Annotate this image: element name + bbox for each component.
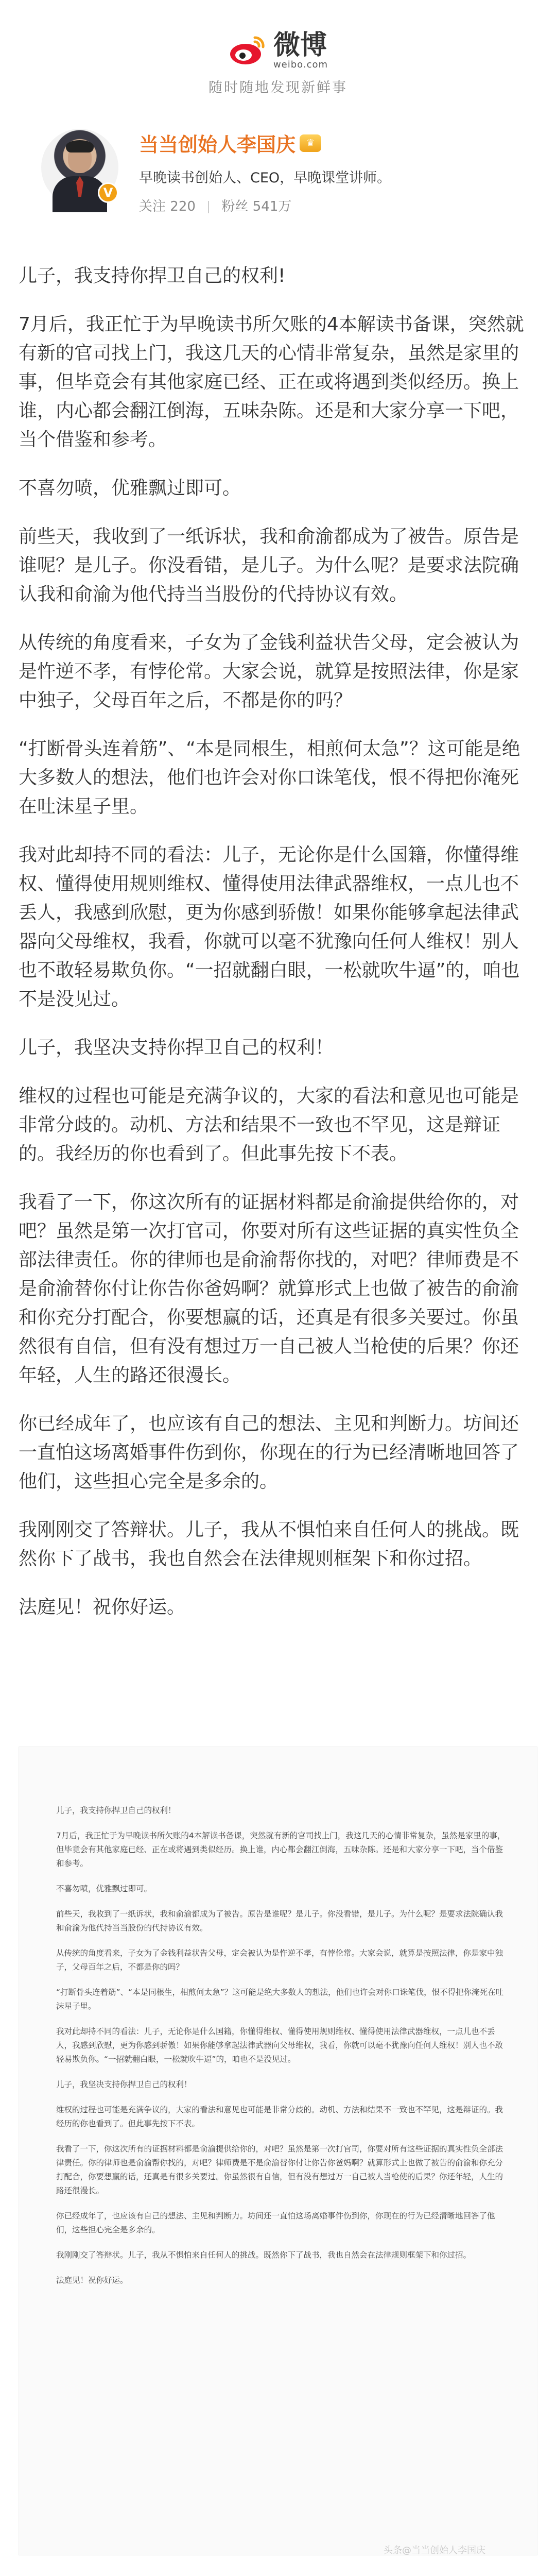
letter-paragraph: 你已经成年了，也应该有自己的想法、主见和判断力。坊间还一直怕这场离婚事件伤到你，你现在的行为已经清晰地回答了他们，这些担心完全是多余的。 [56,2211,495,2234]
post-paragraph: 我刚刚交了答辩状。儿子，我从不惧怕来自任何人的挑战。既然你下了战书，我也自然会在法律规则框架下和你过招。 [19,1519,519,1569]
user-stats [139,196,391,215]
weibo-logo[interactable] [228,31,328,70]
letter-paragraph: 从传统的角度看来，子女为了金钱利益状告父母，定会被认为是忤逆不孝，有悖伦常。大家会说，就算是按照法律，你是家中独子，父母百年之后，不都是你的吗？ [56,1948,503,1972]
post-paragraph: 不喜勿喷，优雅飘过即可。 [19,478,241,499]
post-paragraph: 儿子，我支持你捍卫自己的权利! [19,265,286,286]
brand-domain: weibo.com [273,59,328,70]
post-paragraph: 法庭见！祝你好运。 [19,1597,186,1618]
letter-paragraph: 7月后，我正忙于为早晚读书所欠账的4本解读书备课，突然就有新的官司找上门，我这几天的心情非常复杂，虽然是家里的事，但毕竟会有其他家庭已经、正在或将遇到类似经历。换上谁，内心都会翻江倒海，五味杂陈。还是和大家分享一下吧，当个借鉴和参考。 [56,1831,506,1868]
post-paragraph: 儿子，我坚决支持你捍卫自己的权利！ [19,1037,334,1058]
follow-count: 220 [170,199,196,214]
post-paragraph: 从传统的角度看来，子女为了金钱利益状告父母，定会被认为是忤逆不孝，有悖伦常。大家会说，就算是按照法律，你是家中独子，父母百年之后，不都是你的吗？ [19,632,519,711]
user-bio: 早晚读书创始人、CEO，早晚课堂讲师。 [139,170,391,186]
letter-paragraph: 维权的过程也可能是充满争议的，大家的看法和意见也可能是非常分歧的。动机、方法和结果不一致也不罕见，这是辩证的。我经历的你也看到了。但此事先按下不表。 [56,2105,503,2128]
follow-label: 关注 [139,199,166,214]
letter-paragraph: 法庭见！祝你好运。 [56,2276,128,2285]
letter-paragraph: 不喜勿喷，优雅飘过即可。 [56,1884,152,1893]
author-profile [41,129,391,215]
post-paragraph: 维权的过程也可能是充满争议的，大家的看法和意见也可能是非常分歧的。动机、方法和结果不一致也不罕见，这是辩证的。我经历的你也看到了。但此事先按下不表。 [19,1086,519,1164]
post-paragraph: “打断骨头连着筋”、“本是同根生，相煎何太急”？这可能是绝大多数人的想法，他们也许会对你口诛笔伐，恨不得把你淹死在吐沫星子里。 [19,738,520,817]
vip-crown-icon: ♛ [300,134,321,152]
fans-label: 粉丝 [221,199,249,214]
stats-divider [208,201,209,213]
user-name[interactable]: 当当创始人李国庆 [139,133,296,156]
letter-paragraph: “打断骨头连着筋”、“本是同根生，相煎何太急”？这可能是绝大多数人的想法，他们也许会对你口诛笔伐，恨不得把你淹死在吐沫星子里。 [56,1988,504,2011]
post-paragraph: 你已经成年了，也应该有自己的想法、主见和判断力。坊间还一直怕这场离婚事件伤到你，你现在的行为已经清晰地回答了他们，这些担心完全是多余的。 [19,1413,519,1492]
letter-paragraph: 我看了一下，你这次所有的证据材料都是俞渝提供给你的，对吧？虽然是第一次打官司，你要对所有这些证据的真实性负全部法律责任。你的律师也是俞渝帮你找的，对吧？律师费是不是俞渝替你付让你告你爸妈啊？就算形式上也做了被告的俞渝和你充分打配合，你要想赢的话，还真是有很多关要过。你虽然很有自信，但有没有想过万一自己被人当枪使的后果？你还年轻，人生的路还很漫长。 [56,2144,503,2195]
post-image-letter[interactable] [19,1747,537,2555]
post-paragraph: 我看了一下，你这次所有的证据材料都是俞渝提供给你的，对吧？虽然是第一次打官司，你要对所有这些证据的真实性负全部法律责任。你的律师也是俞渝帮你找的，对吧？律师费是不是俞渝替你付让你告你爸妈啊？就算形式上也做了被告的俞渝和你充分打配合，你要想赢的话，还真是有很多关要过。你虽然很有自信，但有没有想过万一自己被人当枪使的后果？你还年轻，人生的路还很漫长。 [19,1192,519,1386]
brand-slogan: 随时随地发现新鲜事 [208,80,348,96]
letter-watermark: 头条@当当创始人李国庆 [384,2545,485,2556]
fans-count: 541万 [252,199,292,214]
avatar[interactable] [41,129,118,206]
brand-name: 微博 [273,30,327,61]
letter-paragraph: 我刚刚交了答辩状。儿子，我从不惧怕来自任何人的挑战。既然你下了战书，我也自然会在法律规则框架下和你过招。 [56,2250,472,2260]
verified-icon: V [98,182,118,203]
post-paragraph: 前些天，我收到了一纸诉状，我和俞渝都成为了被告。原告是谁呢？是儿子。你没看错，是儿子。为什么呢？是要求法院确认我和俞渝为他代持当当股份的代持协议有效。 [19,526,519,605]
letter-paragraph: 前些天，我收到了一纸诉状，我和俞渝都成为了被告。原告是谁呢？是儿子。你没看错，是儿子。为什么呢？是要求法院确认我和俞渝为他代持当当股份的代持协议有效。 [56,1909,503,1933]
letter-paragraph: 儿子，我坚决支持你捍卫自己的权利！ [56,2080,192,2089]
post-body [19,242,533,1641]
letter-paragraph: 我对此却持不同的看法：儿子，无论你是什么国籍，你懂得维权、懂得使用规则维权、懂得使用法律武器维权，一点儿也不丢人，我感到欣慰，更为你感到骄傲！如果你能够拿起法律武器向父母维权，我看，你就可以毫不犹豫向任何人维权！别人也不敢轻易欺负你。“一招就翻白眼，一松就吹牛逼”的，咱也不是没见过。 [56,2027,503,2064]
post-paragraph: 7月后，我正忙于为早晚读书所欠账的4本解读书备课，突然就有新的官司找上门，我这几天的心情非常复杂，虽然是家里的事，但毕竟会有其他家庭已经、正在或将遇到类似经历。换上谁，内心都会翻江倒海，五味杂陈。还是和大家分享一下吧，当个借鉴和参考。 [19,314,524,450]
post-paragraph: 我对此却持不同的看法：儿子，无论你是什么国籍，你懂得维权、懂得使用规则维权、懂得使用法律武器维权，一点儿也不丢人，我感到欣慰，更为你感到骄傲！如果你能够拿起法律武器向父母维权，我看，你就可以毫不犹豫向任何人维权！别人也不敢轻易欺负你。“一招就翻白眼，一松就吹牛逼”的，咱也不是没见过。 [19,844,520,1010]
weibo-header [0,0,556,96]
weibo-eye-icon [228,35,266,66]
letter-paragraph: 儿子，我支持你捍卫自己的权利！ [56,1806,176,1815]
